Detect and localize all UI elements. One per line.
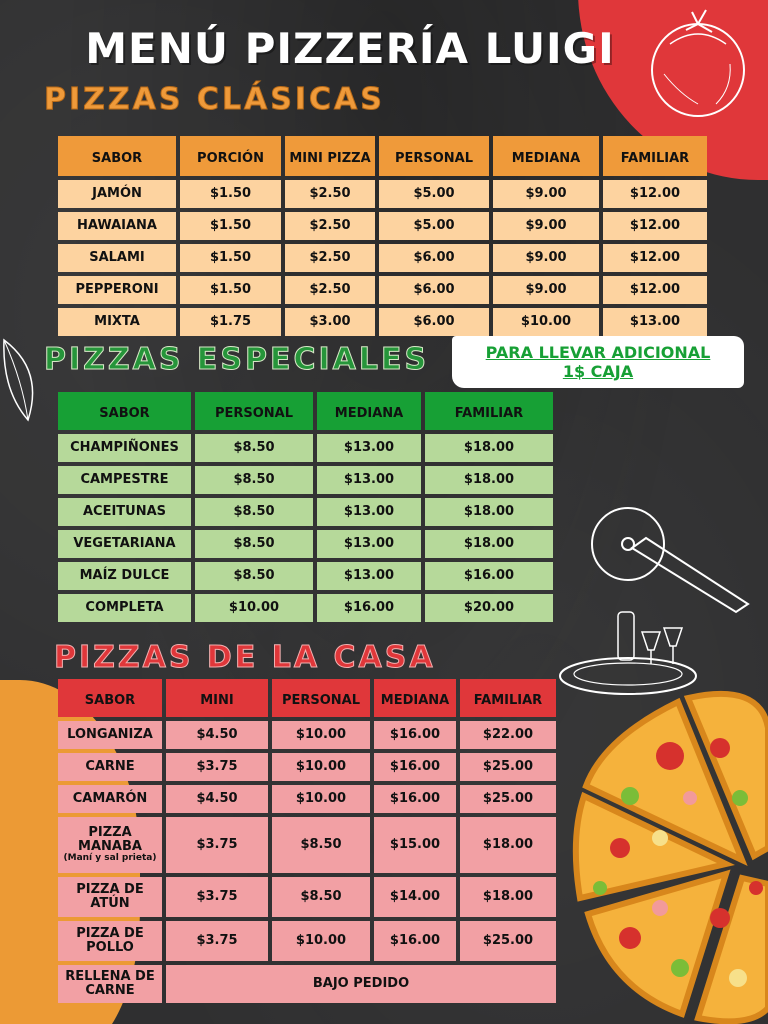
price-cell: $5.00: [379, 212, 489, 240]
price-cell: $14.00: [374, 877, 456, 917]
price-cell: $13.00: [317, 466, 421, 494]
price-cell: $2.50: [285, 212, 375, 240]
price-cell: $18.00: [425, 530, 553, 558]
price-cell: $22.00: [460, 721, 556, 749]
price-cell: $10.00: [272, 785, 370, 813]
price-cell: $10.00: [493, 308, 599, 336]
header-cell: PERSONAL: [272, 679, 370, 717]
price-cell: $6.00: [379, 276, 489, 304]
price-cell: $1.50: [180, 180, 281, 208]
takeaway-note: [452, 336, 744, 388]
flavor-name: PIZZA MANABA: [78, 824, 142, 855]
pizza-plate-sketch-icon: [556, 608, 700, 700]
price-cell: $10.00: [272, 921, 370, 961]
flavor-cell: CARNE: [58, 753, 162, 781]
flavor-cell: SALAMI: [58, 244, 176, 272]
header-cell: MINI PIZZA: [285, 136, 375, 176]
price-cell: $18.00: [460, 817, 556, 873]
header-cell: PORCIÓN: [180, 136, 281, 176]
price-cell: $9.00: [493, 276, 599, 304]
header-cell: FAMILIAR: [460, 679, 556, 717]
price-cell: $13.00: [317, 498, 421, 526]
price-cell: $12.00: [603, 244, 707, 272]
price-cell: $12.00: [603, 212, 707, 240]
price-cell: $12.00: [603, 276, 707, 304]
price-cell: $2.50: [285, 276, 375, 304]
flavor-cell: CHAMPIÑONES: [58, 434, 191, 462]
header-cell: MEDIANA: [374, 679, 456, 717]
flavor-cell: MIXTA: [58, 308, 176, 336]
price-cell: $2.50: [285, 244, 375, 272]
price-cell: $18.00: [460, 877, 556, 917]
header-cell: PERSONAL: [195, 392, 313, 430]
takeaway-note-line2: 1$ CAJA: [562, 362, 634, 381]
table-pizzas-clasicas: [58, 136, 707, 336]
price-cell: $1.50: [180, 244, 281, 272]
price-cell: $3.00: [285, 308, 375, 336]
price-cell: $1.50: [180, 276, 281, 304]
price-cell: $16.00: [374, 785, 456, 813]
price-cell: $13.00: [603, 308, 707, 336]
price-cell: $16.00: [374, 753, 456, 781]
flavor-cell: CAMARÓN: [58, 785, 162, 813]
header-cell: FAMILIAR: [603, 136, 707, 176]
flavor-subtitle: (Maní y sal prieta): [63, 853, 157, 864]
price-cell: $18.00: [425, 498, 553, 526]
price-cell: $25.00: [460, 753, 556, 781]
price-cell: $4.50: [166, 721, 268, 749]
flavor-cell: COMPLETA: [58, 594, 191, 622]
price-cell: $16.00: [425, 562, 553, 590]
price-cell: $3.75: [166, 817, 268, 873]
header-cell: MEDIANA: [493, 136, 599, 176]
price-cell: $8.50: [195, 434, 313, 462]
price-cell: $20.00: [425, 594, 553, 622]
header-cell: MEDIANA: [317, 392, 421, 430]
flavor-cell: [58, 817, 162, 873]
price-cell: $16.00: [374, 721, 456, 749]
flavor-cell: LONGANIZA: [58, 721, 162, 749]
table-pizzas-casa: [58, 679, 556, 1003]
price-cell: $3.75: [166, 753, 268, 781]
price-cell: $8.50: [195, 562, 313, 590]
flavor-cell: PIZZA DE ATÚN: [58, 877, 162, 917]
price-cell: $4.50: [166, 785, 268, 813]
price-cell: $9.00: [493, 212, 599, 240]
price-cell: $25.00: [460, 785, 556, 813]
price-cell: $9.00: [493, 244, 599, 272]
price-cell: $8.50: [195, 498, 313, 526]
price-cell: $12.00: [603, 180, 707, 208]
flavor-cell: ACEITUNAS: [58, 498, 191, 526]
price-cell: $10.00: [272, 753, 370, 781]
header-cell: SABOR: [58, 136, 176, 176]
section-title-casa: PIZZAS DE LA CASA: [54, 640, 436, 675]
table-pizzas-especiales: [58, 392, 553, 622]
price-cell: $9.00: [493, 180, 599, 208]
price-cell: $6.00: [379, 308, 489, 336]
price-cell: $15.00: [374, 817, 456, 873]
price-cell: $16.00: [317, 594, 421, 622]
price-cell: $10.00: [195, 594, 313, 622]
flavor-cell: JAMÓN: [58, 180, 176, 208]
price-cell: $25.00: [460, 921, 556, 961]
flavor-cell: PIZZA DE POLLO: [58, 921, 162, 961]
header-cell: FAMILIAR: [425, 392, 553, 430]
flavor-cell: MAÍZ DULCE: [58, 562, 191, 590]
price-cell: $13.00: [317, 530, 421, 558]
price-cell: $8.50: [272, 877, 370, 917]
on-order-cell: BAJO PEDIDO: [166, 965, 556, 1003]
price-cell: $10.00: [272, 721, 370, 749]
flavor-cell: CAMPESTRE: [58, 466, 191, 494]
header-cell: PERSONAL: [379, 136, 489, 176]
price-cell: $8.50: [195, 466, 313, 494]
price-cell: $2.50: [285, 180, 375, 208]
price-cell: $18.00: [425, 434, 553, 462]
section-title-especiales: PIZZAS ESPECIALES: [44, 342, 430, 377]
price-cell: $3.75: [166, 921, 268, 961]
flavor-cell: RELLENA DE CARNE: [58, 965, 162, 1003]
price-cell: $5.00: [379, 180, 489, 208]
header-cell: MINI: [166, 679, 268, 717]
section-title-clasicas: PIZZAS CLÁSICAS: [44, 82, 385, 117]
price-cell: $3.75: [166, 877, 268, 917]
price-cell: $16.00: [374, 921, 456, 961]
price-cell: $1.75: [180, 308, 281, 336]
pizza-illustration: [570, 688, 768, 1024]
basil-leaf-sketch-icon: [0, 330, 50, 430]
price-cell: $8.50: [272, 817, 370, 873]
price-cell: $13.00: [317, 434, 421, 462]
price-cell: $6.00: [379, 244, 489, 272]
takeaway-note-line1: PARA LLEVAR ADICIONAL: [485, 343, 711, 362]
flavor-cell: PEPPERONI: [58, 276, 176, 304]
price-cell: $13.00: [317, 562, 421, 590]
header-cell: SABOR: [58, 679, 162, 717]
price-cell: $18.00: [425, 466, 553, 494]
price-cell: $1.50: [180, 212, 281, 240]
flavor-cell: VEGETARIANA: [58, 530, 191, 558]
menu-title: MENÚ PIZZERÍA LUIGI: [85, 24, 615, 73]
header-cell: SABOR: [58, 392, 191, 430]
flavor-cell: HAWAIANA: [58, 212, 176, 240]
price-cell: $8.50: [195, 530, 313, 558]
